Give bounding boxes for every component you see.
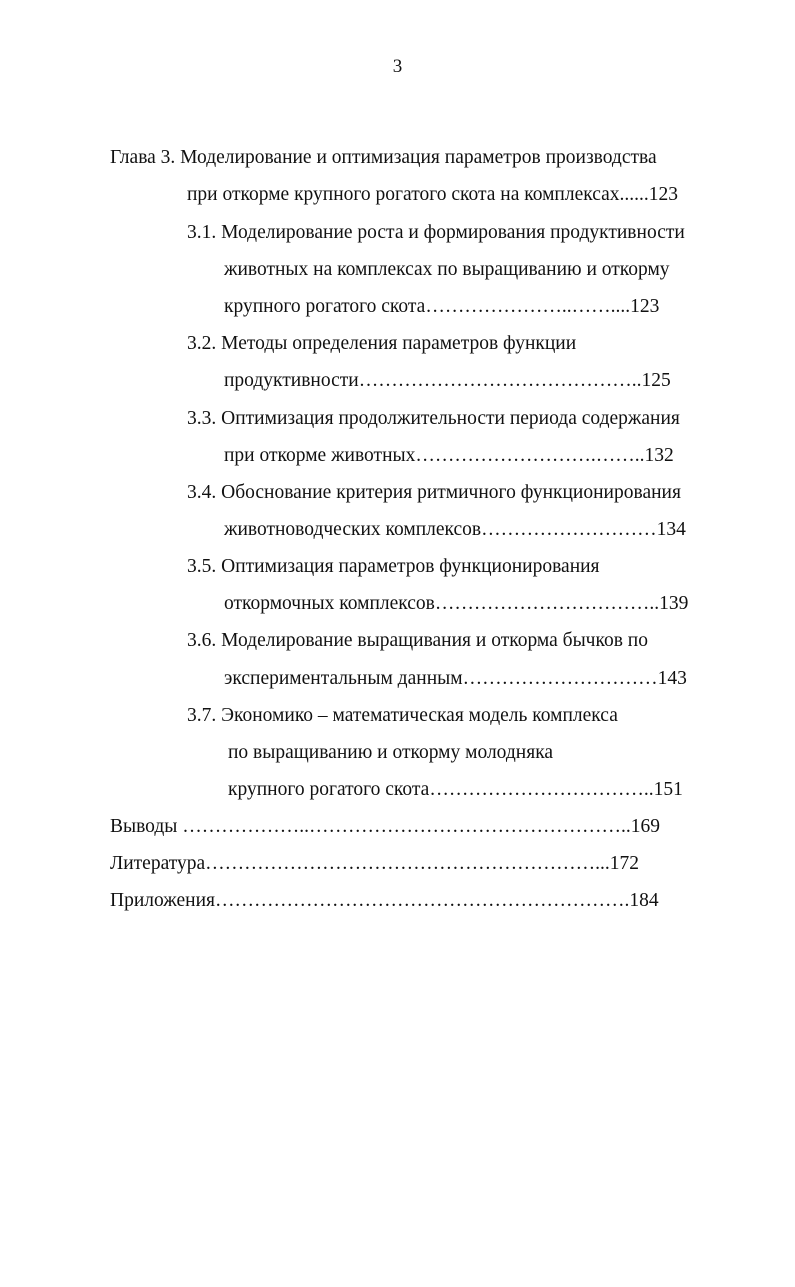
page-number: 3: [392, 56, 403, 77]
toc-section-3-1-cont: крупного рогатого скота…………………..……....123: [224, 296, 660, 317]
toc-section-3-4: 3.4. Обоснование критерия ритмичного функционирования: [187, 482, 681, 503]
toc-section-3-6: 3.6. Моделирование выращивания и откорма бычков по: [187, 630, 648, 651]
toc-section-3-5: 3.5. Оптимизация параметров функционирования: [187, 556, 600, 577]
toc-appendices: Приложения……………………………………………………….184: [110, 890, 659, 911]
toc-literature: Литература……………………………………………………...172: [110, 853, 640, 874]
toc-conclusions: Выводы ………………..…………………………………………..169: [110, 816, 661, 837]
toc-chapter-3-title-cont: при откорме крупного рогатого скота на комплексах......123: [187, 184, 679, 205]
toc-section-3-7-cont: крупного рогатого скота……………………………..151: [228, 779, 683, 800]
toc-section-3-6-cont: экспериментальным данным…………………………143: [224, 668, 687, 689]
toc-section-3-2-cont: продуктивности……………………………………..125: [224, 370, 671, 391]
toc-section-3-2: 3.2. Методы определения параметров функции: [187, 333, 577, 354]
toc-chapter-3-title: Глава 3. Моделирование и оптимизация параметров производства: [110, 147, 657, 168]
toc-section-3-1: 3.1. Моделирование роста и формирования продуктивности: [187, 222, 685, 243]
toc-section-3-7-cont: по выращиванию и откорму молодняка: [228, 742, 554, 763]
toc-section-3-5-cont: откормочных комплексов……………………………..139: [224, 593, 689, 614]
toc-section-3-4-cont: животноводческих комплексов………………………134: [224, 519, 686, 540]
toc-section-3-3: 3.3. Оптимизация продолжительности периода содержания: [187, 408, 680, 429]
toc-section-3-7: 3.7. Экономико – математическая модель комплекса: [187, 705, 618, 726]
toc-section-3-3-cont: при откорме животных……………………….……..132: [224, 445, 674, 466]
toc-section-3-1-cont: животных на комплексах по выращиванию и откорму: [224, 259, 670, 280]
